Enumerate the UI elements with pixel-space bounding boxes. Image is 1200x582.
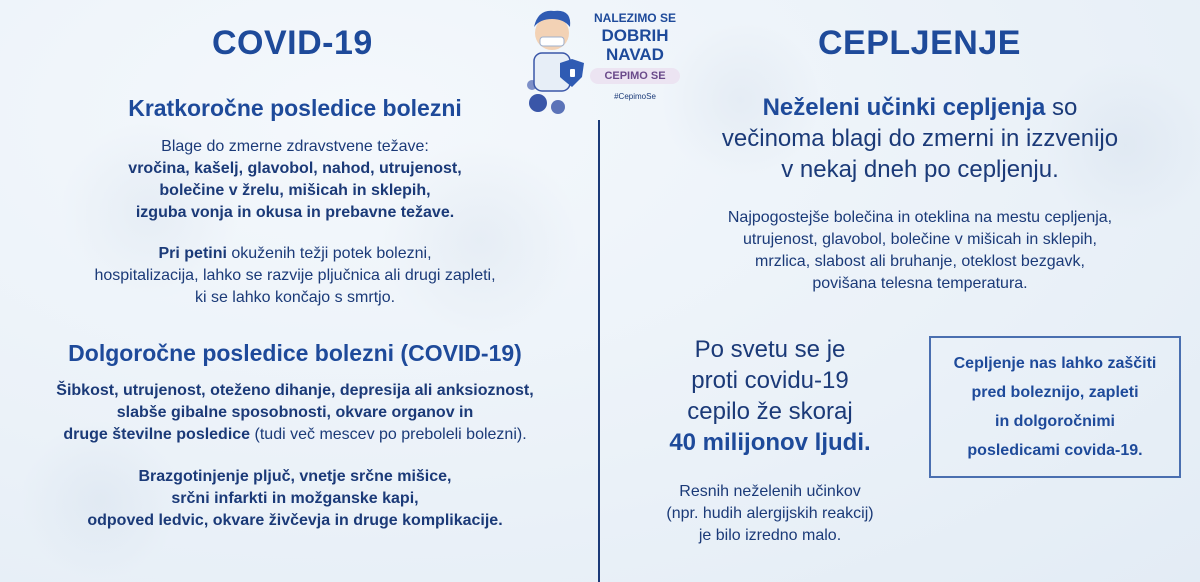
short-term-symptoms xyxy=(60,136,530,224)
vaccination-title: CEPLJENJE xyxy=(818,24,1021,62)
logo-line-3: NAVAD xyxy=(606,45,664,64)
rare-line-2: (npr. hudih alergijskih reakcij) xyxy=(666,505,874,522)
long-term-effects xyxy=(20,380,570,446)
box-line-4: posledicami covida-19. xyxy=(967,442,1143,459)
severe-line-1 xyxy=(40,243,550,265)
complications-line-3: odpoved ledvic, okvare živčevja in druge komplikacije. xyxy=(87,512,503,529)
logo-hashtag: #CepimoSe xyxy=(614,92,656,101)
short-term-heading: Kratkoročne posledice bolezni xyxy=(128,95,462,121)
long-term-line-3-rest: (tudi več mescev po preboleli bolezni). xyxy=(250,426,527,443)
box-line-3: in dolgoročnimi xyxy=(995,413,1115,430)
logo-line-1: NALEZIMO SE xyxy=(593,11,676,25)
side-effects-line-1 xyxy=(650,92,1190,123)
center-divider xyxy=(598,120,600,582)
complications-line-2: srčni infarkti in možganske kapi, xyxy=(171,490,419,507)
severe-line-2: hospitalizacija, lahko se razvije pljučnica ali drugi zapleti, xyxy=(94,267,496,284)
symptoms-line-2: bolečine v žrelu, mišicah in sklepih, xyxy=(159,182,431,199)
severe-line-3: ki se lahko končajo s smrtjo. xyxy=(194,289,396,306)
long-term-line-2: slabše gibalne sposobnosti, okvare organov in xyxy=(116,404,474,421)
rare-line-1: Resnih neželenih učinkov xyxy=(679,483,861,500)
severe-bold: Pri petini xyxy=(158,245,227,262)
box-line-2: pred boleznijo, zapleti xyxy=(971,384,1139,401)
short-term-intro: Blage do zmerne zdravstvene težave: xyxy=(161,138,429,155)
side-effects-line-3: v nekaj dneh po cepljenju. xyxy=(781,156,1059,183)
long-term-line-3-bold: druge številne posledice xyxy=(63,426,251,443)
complications-line-1: Brazgotinjenje pljuč, vnetje srčne mišice, xyxy=(138,468,452,485)
long-term-heading: Dolgoročne posledice bolezni (COVID-19) xyxy=(68,340,522,366)
common-line-1: Najpogostejše bolečina in oteklina na mestu cepljenja, xyxy=(727,209,1113,226)
box-line-1: Cepljenje nas lahko zaščiti xyxy=(953,355,1157,372)
complications-text xyxy=(20,466,570,532)
world-line-2: proti covidu-19 xyxy=(691,367,849,394)
long-term-line-3 xyxy=(20,424,570,446)
covid-title: COVID-19 xyxy=(212,24,373,62)
rare-serious-effects xyxy=(635,481,905,547)
symptoms-line-3: izguba vonja in okusa in prebavne težave. xyxy=(135,204,455,221)
vaccination-protection-box xyxy=(929,336,1181,478)
severe-line-1-rest: okuženih težji potek bolezni, xyxy=(226,245,432,262)
common-line-2: utrujenost, glavobol, bolečine v mišicah in sklepih, xyxy=(743,231,1097,248)
logo-badge: CEPIMO SE xyxy=(590,68,680,84)
side-effects-summary xyxy=(650,92,1190,185)
logo-line-2: DOBRIH xyxy=(601,26,669,45)
doctor-mascot-icon xyxy=(520,5,588,115)
common-line-3: mrzlica, slabost ali bruhanje, oteklost bezgavk, xyxy=(755,253,1085,270)
side-effects-line-2: večinoma blagi do zmerni in izzvenijo xyxy=(721,125,1119,152)
world-line-3: cepilo že skoraj xyxy=(687,398,853,425)
side-effects-line-1-rest: so xyxy=(1045,94,1078,121)
common-side-effects xyxy=(650,207,1190,295)
rare-line-3: je bilo izredno malo. xyxy=(698,527,842,544)
side-effects-bold: Neželeni učinki cepljenja xyxy=(762,94,1046,121)
symptoms-line-1: vročina, kašelj, glavobol, nahod, utrujenost, xyxy=(128,160,462,177)
world-vaccination-stat xyxy=(635,334,905,458)
common-line-4: povišana telesna temperatura. xyxy=(812,275,1028,292)
world-count: 40 milijonov ljudi. xyxy=(669,429,871,456)
world-line-1: Po svetu se je xyxy=(694,336,846,363)
long-term-line-1: Šibkost, utrujenost, oteženo dihanje, depresija ali anksioznost, xyxy=(56,382,534,399)
severe-course-text xyxy=(40,243,550,309)
